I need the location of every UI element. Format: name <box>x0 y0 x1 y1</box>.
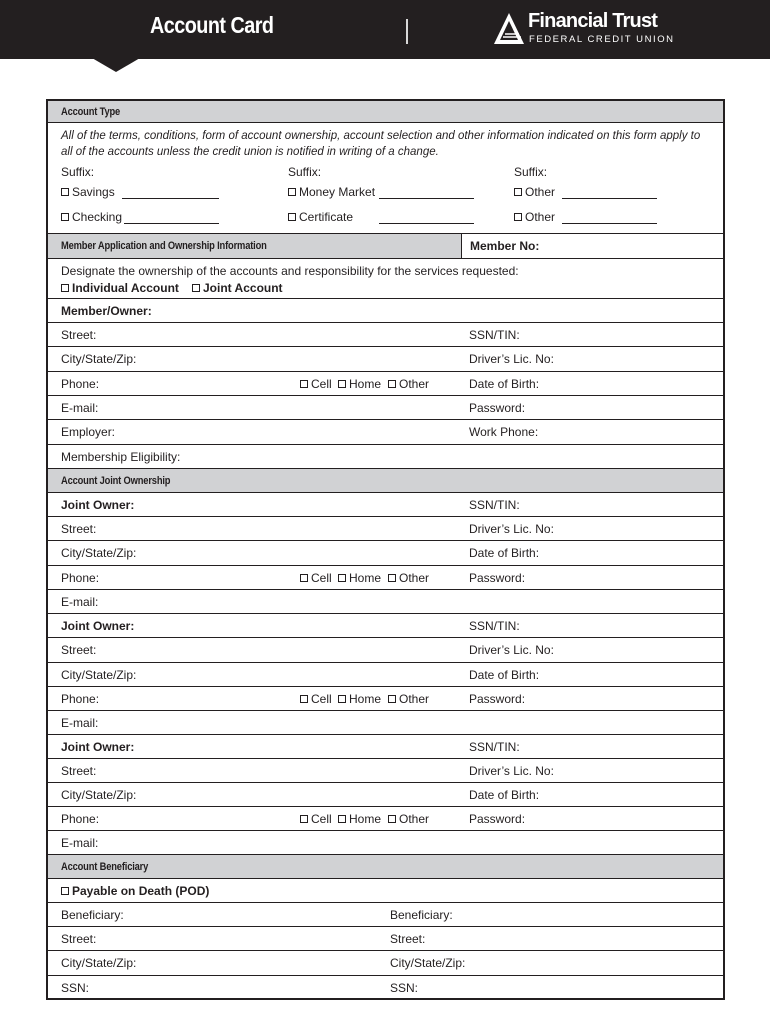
checkbox-icon[interactable] <box>388 574 396 582</box>
home-label: Home <box>349 692 382 706</box>
eligibility-label: Membership Eligibility: <box>61 450 181 464</box>
logo-subtitle: FEDERAL CREDIT UNION <box>529 34 675 45</box>
other-label: Other <box>525 210 556 224</box>
checkbox-icon[interactable] <box>61 284 69 292</box>
checkbox-icon[interactable] <box>338 695 346 703</box>
dob-label: Date of Birth: <box>469 668 540 682</box>
password-label: Password: <box>469 812 526 826</box>
other-label: Other <box>399 692 430 706</box>
beneficiary-ssn-row[interactable] <box>48 976 723 998</box>
joint-owner-label: Joint Owner: <box>61 498 135 512</box>
home-label: Home <box>349 377 382 391</box>
joint-phone-row[interactable] <box>48 687 723 711</box>
city-label: City/State/Zip: <box>61 352 137 366</box>
individual-account-label: Individual Account <box>72 281 179 295</box>
certificate-suffix-line[interactable] <box>379 223 474 224</box>
joint-street-row[interactable] <box>48 638 723 663</box>
joint-email-row[interactable] <box>48 831 723 855</box>
other-option[interactable] <box>514 210 555 224</box>
designate-text: Designate the ownership of the accounts and responsibility for the services requested: <box>61 264 519 278</box>
checkbox-icon[interactable] <box>300 574 308 582</box>
cell-label: Cell <box>311 692 332 706</box>
page-title: Account Card <box>150 12 274 38</box>
dob-label: Date of Birth: <box>469 377 540 391</box>
cell-label: Cell <box>311 571 332 585</box>
dob-label: Date of Birth: <box>469 788 540 802</box>
email-label: E-mail: <box>61 836 99 850</box>
phone-label: Phone: <box>61 812 100 826</box>
checkbox-icon[interactable] <box>514 188 522 196</box>
license-label: Driver’s Lic. No: <box>469 522 554 536</box>
joint-city-row[interactable] <box>48 783 723 807</box>
checking-suffix-line[interactable] <box>124 223 219 224</box>
account-type-block <box>48 123 723 234</box>
password-label: Password: <box>469 692 526 706</box>
phone-label: Phone: <box>61 571 100 585</box>
checkbox-icon[interactable] <box>300 695 308 703</box>
checking-option[interactable] <box>61 210 122 224</box>
suffix-label: Suffix: <box>514 165 548 179</box>
employer-label: Employer: <box>61 425 116 439</box>
savings-label: Savings <box>72 185 115 199</box>
beneficiary-name-row[interactable] <box>48 903 723 927</box>
city-label: City/State/Zip: <box>61 788 137 802</box>
checkbox-icon[interactable] <box>338 380 346 388</box>
phone-label: Phone: <box>61 377 100 391</box>
home-label: Home <box>349 812 382 826</box>
work-phone-label: Work Phone: <box>469 425 539 439</box>
joint-owner-row[interactable] <box>48 614 723 638</box>
other-phone-option[interactable] <box>388 692 429 706</box>
home-option[interactable] <box>338 377 381 391</box>
other-label: Other <box>399 812 430 826</box>
joint-email-row[interactable] <box>48 590 723 614</box>
home-option[interactable] <box>338 692 381 706</box>
header-divider <box>406 19 408 44</box>
other-suffix-line[interactable] <box>562 198 657 199</box>
section-title: Account Joint Ownership <box>61 474 171 487</box>
checkbox-icon[interactable] <box>388 815 396 823</box>
joint-account-label: Joint Account <box>203 281 283 295</box>
suffix-label: Suffix: <box>288 165 322 179</box>
savings-option[interactable] <box>61 185 115 199</box>
certificate-option[interactable] <box>288 210 353 224</box>
city-label: City/State/Zip: <box>61 546 137 560</box>
city-label: City/State/Zip: <box>61 668 137 682</box>
cell-label: Cell <box>311 377 332 391</box>
ssn-label: SSN: <box>390 981 419 995</box>
password-label: Password: <box>469 571 526 585</box>
street-label: Street: <box>61 643 97 657</box>
checkbox-icon[interactable] <box>300 815 308 823</box>
home-label: Home <box>349 571 382 585</box>
beneficiary-header <box>48 855 723 879</box>
street-label: Street: <box>61 522 97 536</box>
cell-label: Cell <box>311 812 332 826</box>
joint-email-row[interactable] <box>48 711 723 735</box>
checkbox-icon[interactable] <box>61 188 69 196</box>
joint-city-row[interactable] <box>48 541 723 566</box>
checkbox-icon[interactable] <box>300 380 308 388</box>
member-application-header <box>48 234 723 259</box>
other-phone-option[interactable] <box>388 571 429 585</box>
checking-label: Checking <box>72 210 123 224</box>
checkbox-icon[interactable] <box>338 574 346 582</box>
street-label: Street: <box>61 932 97 946</box>
section-title: Account Type <box>61 105 121 118</box>
other-suffix-line[interactable] <box>562 223 657 224</box>
pod-label: Payable on Death (POD) <box>72 884 210 898</box>
joint-phone-row[interactable] <box>48 807 723 831</box>
checkbox-icon[interactable] <box>61 887 69 895</box>
other-phone-option[interactable] <box>388 812 429 826</box>
joint-phone-row[interactable] <box>48 566 723 590</box>
beneficiary-street-row[interactable] <box>48 927 723 951</box>
other-option[interactable] <box>514 185 555 199</box>
checkbox-icon[interactable] <box>61 213 69 221</box>
money-market-option[interactable] <box>288 185 375 199</box>
ssn-label: SSN/TIN: <box>469 498 520 512</box>
ssn-label: SSN/TIN: <box>469 328 520 342</box>
joint-account-option[interactable] <box>192 281 283 295</box>
member-city-row[interactable] <box>48 347 723 372</box>
joint-owner-label: Joint Owner: <box>61 619 135 633</box>
joint-owner-row[interactable] <box>48 493 723 517</box>
member-street-row[interactable] <box>48 323 723 347</box>
member-phone-row[interactable] <box>48 372 723 396</box>
street-label: Street: <box>390 932 426 946</box>
other-label: Other <box>525 185 556 199</box>
member-owner-label: Member/Owner: <box>61 304 152 318</box>
section-title: Member Application and Ownership Information <box>61 240 267 252</box>
account-type-header <box>48 101 723 123</box>
member-no-label: Member No: <box>470 239 540 253</box>
checkbox-icon[interactable] <box>388 380 396 388</box>
phone-label: Phone: <box>61 692 100 706</box>
license-label: Driver’s Lic. No: <box>469 764 554 778</box>
joint-street-row[interactable] <box>48 759 723 783</box>
home-option[interactable] <box>338 812 381 826</box>
triangle-logo-icon <box>494 13 524 44</box>
checkbox-icon[interactable] <box>514 213 522 221</box>
cell-option[interactable] <box>300 571 332 585</box>
joint-city-row[interactable] <box>48 663 723 687</box>
joint-ownership-header <box>48 469 723 493</box>
member-employer-row[interactable] <box>48 420 723 445</box>
city-label: City/State/Zip: <box>390 956 466 970</box>
certificate-label: Certificate <box>299 210 354 224</box>
money-market-suffix-line[interactable] <box>379 198 474 199</box>
email-label: E-mail: <box>61 401 99 415</box>
street-label: Street: <box>61 328 97 342</box>
beneficiary-city-row[interactable] <box>48 951 723 976</box>
ssn-label: SSN: <box>61 981 90 995</box>
checkbox-icon[interactable] <box>338 815 346 823</box>
home-option[interactable] <box>338 571 381 585</box>
cell-option[interactable] <box>300 692 332 706</box>
member-no-field[interactable] <box>461 234 723 258</box>
pod-row[interactable] <box>48 879 723 903</box>
dob-label: Date of Birth: <box>469 546 540 560</box>
member-eligibility-row[interactable] <box>48 445 723 469</box>
ownership-designation <box>48 259 723 299</box>
city-label: City/State/Zip: <box>61 956 137 970</box>
account-card-form <box>46 99 725 1000</box>
member-owner-row[interactable] <box>48 299 723 323</box>
account-notice: All of the terms, conditions, form of account ownership, account selection and other information indicated on this form apply to all of the accounts unless the credit union is notified in writing of a change. <box>61 130 701 158</box>
license-label: Driver’s Lic. No: <box>469 352 554 366</box>
section-title: Account Beneficiary <box>61 860 149 873</box>
pod-option[interactable] <box>61 884 209 898</box>
license-label: Driver’s Lic. No: <box>469 643 554 657</box>
checkbox-icon[interactable] <box>288 188 296 196</box>
joint-street-row[interactable] <box>48 517 723 541</box>
cell-option[interactable] <box>300 377 332 391</box>
other-phone-option[interactable] <box>388 377 429 391</box>
banner-notch <box>92 58 140 72</box>
email-label: E-mail: <box>61 716 99 730</box>
beneficiary-label: Beneficiary: <box>61 908 124 922</box>
individual-account-option[interactable] <box>61 281 179 295</box>
cell-option[interactable] <box>300 812 332 826</box>
password-label: Password: <box>469 401 526 415</box>
member-email-row[interactable] <box>48 396 723 420</box>
joint-owner-row[interactable] <box>48 735 723 759</box>
checkbox-icon[interactable] <box>388 695 396 703</box>
other-label: Other <box>399 571 430 585</box>
checkbox-icon[interactable] <box>192 284 200 292</box>
email-label: E-mail: <box>61 595 99 609</box>
checkbox-icon[interactable] <box>288 213 296 221</box>
suffix-label: Suffix: <box>61 165 95 179</box>
beneficiary-label: Beneficiary: <box>390 908 453 922</box>
joint-owner-label: Joint Owner: <box>61 740 135 754</box>
logo-name: Financial Trust <box>528 10 658 32</box>
other-label: Other <box>399 377 430 391</box>
street-label: Street: <box>61 764 97 778</box>
money-market-label: Money Market <box>299 185 376 199</box>
savings-suffix-line[interactable] <box>122 198 219 199</box>
ssn-label: SSN/TIN: <box>469 740 520 754</box>
ssn-label: SSN/TIN: <box>469 619 520 633</box>
